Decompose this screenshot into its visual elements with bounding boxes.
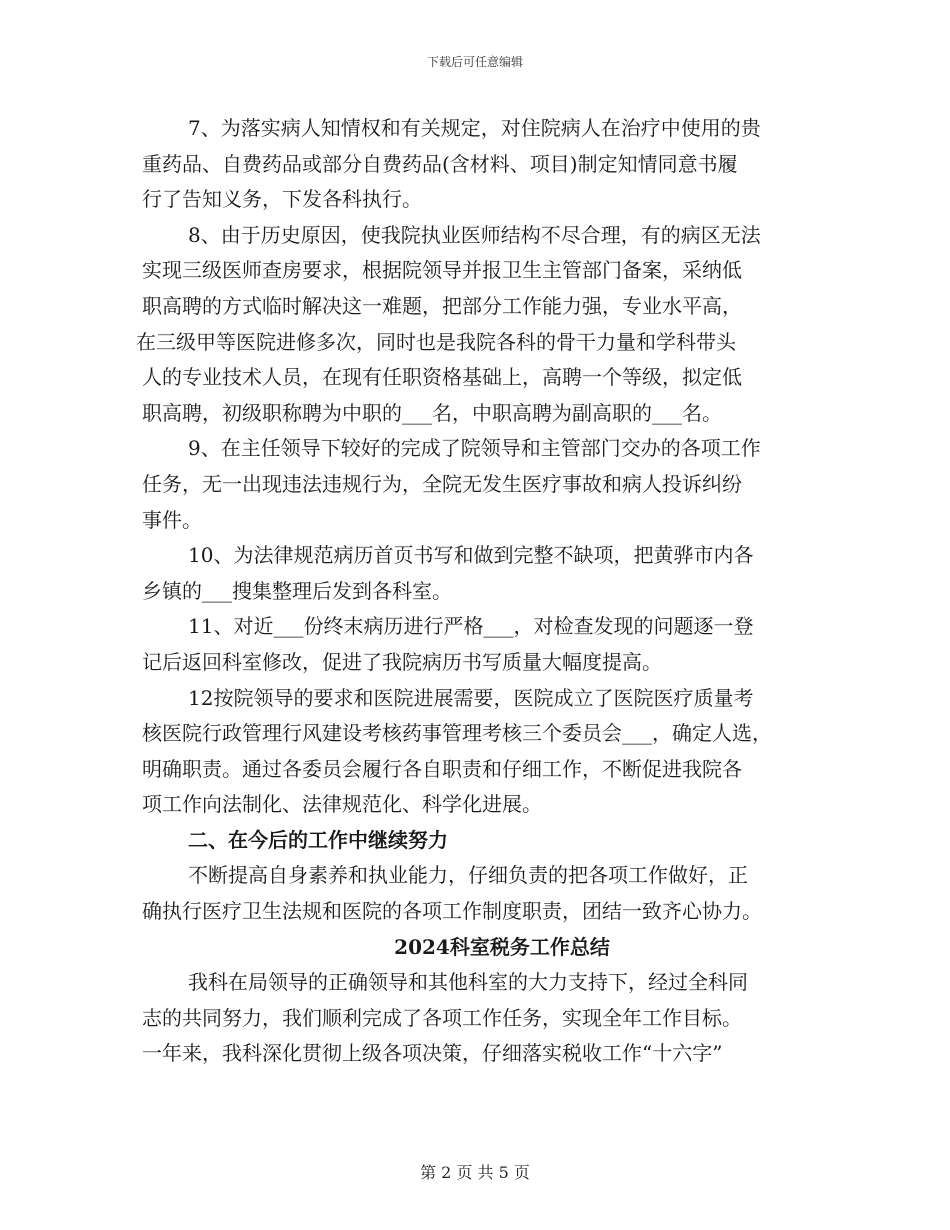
item-11-line-1: 11、对近___份终末病历进行严格___，对检查发现的问题逐一登: [188, 614, 754, 639]
item-8-line-1: 8、由于历史原因，使我院执业医师结构不尽合理，有的病区无法: [188, 222, 761, 247]
item-8-line-6: 职高聘，初级职称聘为中职的___名，中职高聘为副高职的___名。: [142, 400, 722, 425]
item-10-line-2: 乡镇的___搜集整理后发到各科室。: [142, 578, 452, 603]
next-doc-line-1: 我科在局领导的正确领导和其他科室的大力支持下，经过全科同: [188, 970, 748, 995]
item-9-line-2: 任务，无一出现违法违规行为，全院无发生医疗事故和病人投诉纠纷: [142, 471, 742, 496]
item-7-line-1: 7、为落实病人知情权和有关规定，对住院病人在治疗中使用的贵: [188, 116, 761, 140]
item-11-line-2: 记后返回科室修改，促进了我院病历书写质量大幅度提高。: [142, 649, 662, 674]
next-doc-line-3: 一年来，我科深化贯彻上级各项决策，仔细落实税收工作“十六字”: [142, 1041, 723, 1066]
next-doc-line-2: 志的共同努力，我们顺利完成了各项工作任务，实现全年工作目标。: [142, 1005, 742, 1030]
document-body: [136, 111, 822, 1072]
item-12-line-4: 项工作向法制化、法律规范化、科学化进展。: [142, 792, 542, 817]
item-8-line-2: 实现三级医师查房要求，根据院领导并报卫生主管部门备案，采纳低: [142, 258, 742, 283]
item-7-line-2: 重药品、自费药品或部分自费药品(含材料、项目)制定知情同意书履: [142, 151, 738, 176]
item-8-line-4: 在三级甲等医院进修多次，同时也是我院各科的骨干力量和学科带头: [136, 329, 736, 354]
item-7-line-3: 行了告知义务，下发各科执行。: [142, 187, 422, 212]
item-9-line-3: 事件。: [142, 507, 202, 532]
item-9-line-1: 9、在主任领导下较好的完成了院领导和主管部门交办的各项工作: [188, 436, 761, 461]
item-12-line-2: 核医院行政管理行风建设考核药事管理考核三个委员会___，确定人选，: [142, 721, 772, 746]
page-header: 下载后可任意编辑: [426, 55, 523, 69]
item-8-line-5: 人的专业技术人员，在现有任职资格基础上，高聘一个等级，拟定低: [142, 365, 742, 390]
section-2-line-2: 确执行医疗卫生法规和医院的各项工作制度职责，团结一致齐心协力。: [142, 899, 762, 924]
item-12-line-1: 12按院领导的要求和医院进展需要，医院成立了医院医疗质量考: [188, 685, 754, 710]
item-8-line-3: 职高聘的方式临时解决这一难题，把部分工作能力强，专业水平高，: [142, 293, 742, 318]
section-2-line-1: 不断提高自身素养和执业能力，仔细负责的把各项工作做好，正: [188, 863, 748, 888]
section-2-heading: 二、在今后的工作中继续努力: [188, 827, 448, 852]
next-document-title: 2024科室税务工作总结: [394, 934, 610, 959]
item-12-line-3: 明确职责。通过各委员会履行各自职责和仔细工作，不断促进我院各: [142, 756, 742, 781]
item-10-line-1: 10、为法律规范病历首页书写和做到完整不缺项，把黄骅市内各: [188, 543, 754, 568]
page-footer: 第 2 页 共 5 页: [420, 1163, 530, 1182]
